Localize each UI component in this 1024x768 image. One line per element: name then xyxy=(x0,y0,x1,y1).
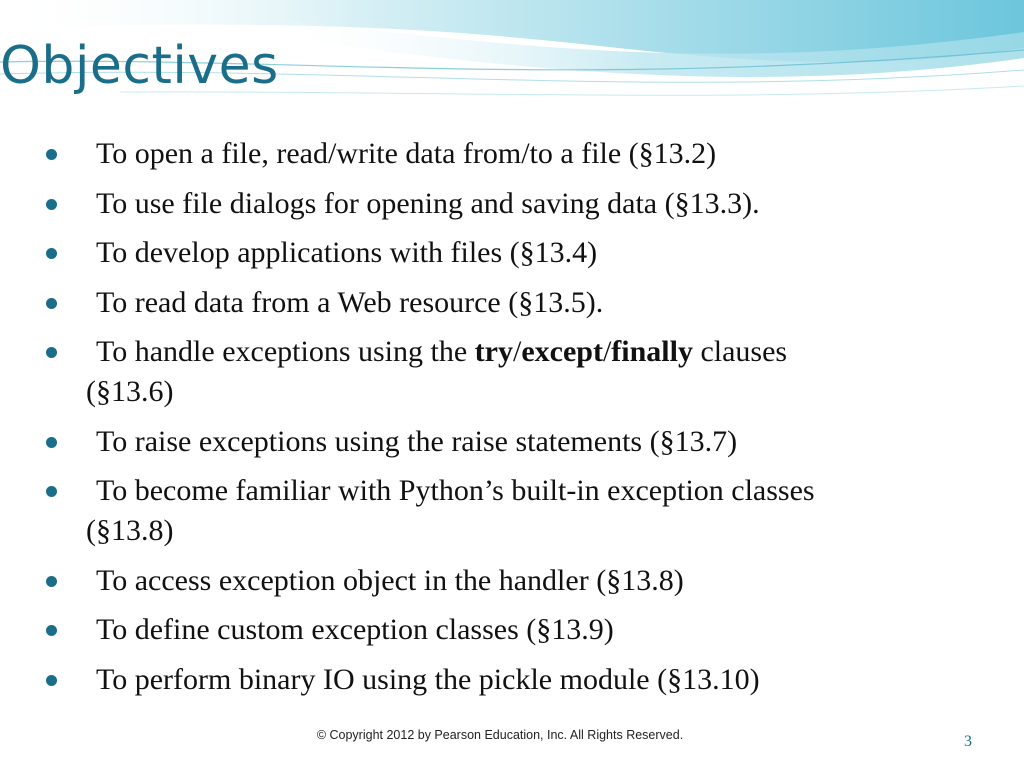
bullet-icon xyxy=(46,248,57,259)
item-text: To perform binary IO using the pickle module (§13.10) xyxy=(96,662,760,696)
keyword-try: try xyxy=(474,335,513,368)
list-item xyxy=(0,283,1000,323)
item-text: To become familiar with Python’s built-in exception classes xyxy=(96,474,815,507)
list-item xyxy=(0,184,1000,224)
list-item xyxy=(0,233,1000,273)
keyword-finally: finally xyxy=(611,335,693,368)
bullet-icon xyxy=(46,347,57,358)
separator: / xyxy=(512,335,522,368)
bullet-icon xyxy=(46,486,57,497)
list-item xyxy=(0,134,1000,174)
list-item xyxy=(0,471,1000,551)
list-item xyxy=(0,660,1000,700)
item-text: To develop applications with files (§13.4) xyxy=(96,236,598,269)
item-text: To open a file, read/write data from/to a file (§13.2) xyxy=(96,137,717,170)
list-item xyxy=(0,422,1000,462)
page-number: 3 xyxy=(964,733,972,750)
bullet-icon xyxy=(46,675,57,686)
list-item xyxy=(0,332,1000,412)
bullet-icon xyxy=(46,298,57,309)
copyright-footer: © Copyright 2012 by Pearson Education, Inc. All Rights Reserved. xyxy=(316,728,684,742)
bullet-icon xyxy=(46,576,57,587)
bullet-icon xyxy=(46,199,57,210)
item-text: clauses xyxy=(692,335,788,368)
item-text: To read data from a Web resource (§13.5). xyxy=(96,285,604,319)
item-text: To handle exceptions using the xyxy=(96,335,475,368)
slide-title: Objectives xyxy=(0,36,279,96)
objectives-list xyxy=(0,134,1000,709)
list-item xyxy=(0,610,1000,650)
item-continuation: (§13.6) xyxy=(86,375,174,408)
item-text: To raise exceptions using the raise statements (§13.7) xyxy=(96,424,738,458)
item-text: To access exception object in the handler (§13.8) xyxy=(96,563,684,597)
bullet-icon xyxy=(46,437,57,448)
separator: / xyxy=(602,335,612,368)
bullet-icon xyxy=(46,149,57,160)
list-item xyxy=(0,561,1000,601)
bullet-icon xyxy=(46,625,57,636)
item-text: To define custom exception classes (§13.9) xyxy=(96,613,614,646)
keyword-except: except xyxy=(521,335,603,368)
item-continuation: (§13.8) xyxy=(86,514,174,547)
item-text: To use file dialogs for opening and saving data (§13.3). xyxy=(96,186,760,220)
